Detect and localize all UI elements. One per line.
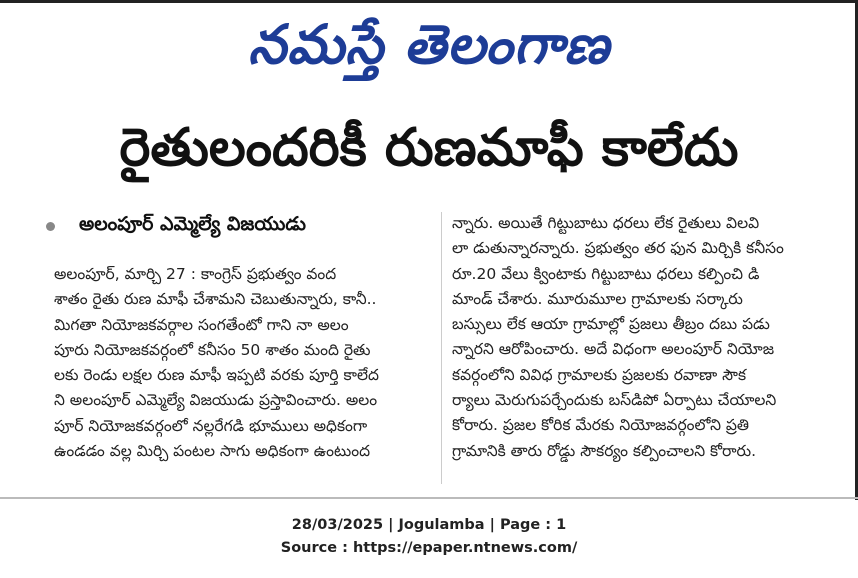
article-text-line: మాండ్ చేశారు. మూరుమూల గ్రామాలకు సర్కారు	[452, 289, 743, 308]
article-text-line: లకు రెండు లక్షల రుణ మాఫీ ఇప్పటి వరకు పూర్తి కాలేద	[54, 366, 379, 385]
footer-source: Source : https://epaper.ntnews.com/	[280, 540, 578, 556]
article-text-line: అలంపూర్, మార్చి 27 : కాంగ్రెస్ ప్రభుత్వం వంద	[54, 265, 337, 283]
article-text-line: బస్సులు లేక ఆయా గ్రామాల్లో ప్రజలు తీబ్రం దబు పడు	[452, 315, 770, 334]
article-text-line: రూ.20 వేలు క్వింటాకు గిట్టుబాటు ధరలు కల్పించి డి	[452, 264, 760, 283]
article-text-line: కోరారు. ప్రజల కోరిక మేరకు నియోజవర్గంలోని ప్రతి	[452, 416, 750, 435]
article-text-line: ర్యాలు మెరుగుపర్చేందుకు బస్‌డిపో ఏర్పాటు చేయాలని	[452, 391, 777, 410]
article-text-line: న్నారని ఆరోపించారు. అదే విధంగా అలంపూర్ నియోజ	[452, 340, 775, 359]
article-right-column	[452, 211, 832, 464]
article-text-line: పూరు నియోజకవర్గంలో కనీసం 50 శాతం మంది రైతు	[54, 340, 371, 359]
footer-date-edition: 28/03/2025 | Jogulamba | Page : 1	[291, 517, 567, 533]
article-text-line: న్నారు. అయితే గిట్టుబాటు ధరలు లేక రైతులు విలవి	[452, 214, 760, 232]
newspaper-masthead: నమస్తే తెలంగాణ	[248, 13, 610, 76]
clip-bottom-border	[0, 497, 858, 499]
clip-top-border	[0, 0, 858, 3]
byline-row	[46, 212, 306, 240]
article-text-line: ఉండడం వల్ల మిర్చి పంటల సాగు అధికంగా ఉంటుంద	[54, 442, 371, 461]
article-text-line: లా డుతున్నారన్నారు. ప్రభుత్వం తర ఫున మిర్చికి కనీసం	[452, 239, 784, 258]
column-divider	[441, 212, 442, 484]
article-text-line: పూర్ నియోజకవర్గంలో నల్లరేగడి భూములు అధికంగా	[54, 416, 368, 435]
article-text-line: కవర్గంలోని వివిధ గ్రామాలకు ప్రజలకు రవాణా సౌక	[452, 365, 747, 384]
article-headline: రైతులందరికీ రుణమాఫీ కాలేదు	[119, 118, 739, 178]
article-text-line: శాతం రైతు రుణ మాఫీ చేశామని చెబుతున్నారు, కానీ..	[54, 290, 377, 309]
article-left-column	[54, 262, 432, 464]
article-text-line: గ్రామానికి తారు రోడ్డు సౌకర్యం కల్పించాలని కోరారు.	[452, 441, 757, 460]
bullet-icon	[46, 222, 55, 231]
article-text-line: ని అలంపూర్ ఎమ్మెల్యే విజయుడు ప్రస్తావించారు. అలం	[54, 391, 378, 410]
article-byline: అలంపూర్ ఎమ్మెల్యే విజయుడు	[79, 212, 306, 235]
article-text-line: మిగతా నియోజకవర్గాల సంగతేంటో గాని నా అలం	[54, 315, 349, 334]
